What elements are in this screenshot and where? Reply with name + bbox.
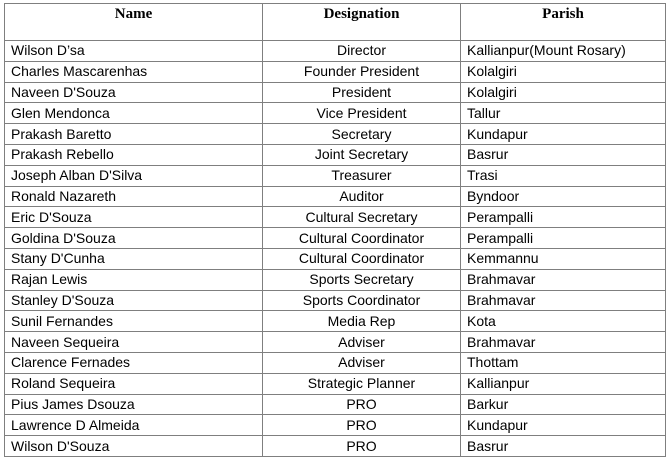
- table-row: [5, 103, 666, 124]
- member-designation-cell: President: [263, 82, 461, 103]
- member-designation-cell: Director: [263, 41, 461, 62]
- table-row: [5, 228, 666, 249]
- member-name-cell: Wilson D’sa: [5, 41, 263, 62]
- table-row: [5, 61, 666, 82]
- member-name-cell: Wilson D'Souza: [5, 436, 263, 457]
- table-row: [5, 124, 666, 145]
- member-designation-cell: Media Rep: [263, 311, 461, 332]
- member-parish-cell: Kallianpur(Mount Rosary): [461, 41, 666, 62]
- member-name-cell: Roland Sequeira: [5, 373, 263, 394]
- table-row: [5, 144, 666, 165]
- member-designation-cell: Secretary: [263, 124, 461, 145]
- member-designation-cell: Cultural Secretary: [263, 207, 461, 228]
- member-name-cell: Glen Mendonca: [5, 103, 263, 124]
- member-parish-cell: Basrur: [461, 144, 666, 165]
- member-designation-cell: Strategic Planner: [263, 373, 461, 394]
- member-parish-cell: Perampalli: [461, 207, 666, 228]
- member-parish-cell: Tallur: [461, 103, 666, 124]
- member-parish-cell: Kolalgiri: [461, 61, 666, 82]
- table-row: [5, 82, 666, 103]
- member-parish-cell: Byndoor: [461, 186, 666, 207]
- member-name-cell: Prakash Rebello: [5, 144, 263, 165]
- table-row: [5, 373, 666, 394]
- table-body: [5, 41, 666, 457]
- member-parish-cell: Kundapur: [461, 124, 666, 145]
- member-designation-cell: Adviser: [263, 352, 461, 373]
- member-designation-cell: Sports Secretary: [263, 269, 461, 290]
- member-parish-cell: Kota: [461, 311, 666, 332]
- member-name-cell: Sunil Fernandes: [5, 311, 263, 332]
- table-row: [5, 436, 666, 457]
- member-parish-cell: Kundapur: [461, 415, 666, 436]
- member-name-cell: Stany D'Cunha: [5, 248, 263, 269]
- table-header: [5, 4, 666, 41]
- table-row: [5, 207, 666, 228]
- member-parish-cell: Brahmavar: [461, 290, 666, 311]
- table-row: [5, 269, 666, 290]
- table-row: [5, 415, 666, 436]
- member-parish-cell: Thottam: [461, 352, 666, 373]
- member-designation-cell: Joint Secretary: [263, 144, 461, 165]
- member-name-cell: Rajan Lewis: [5, 269, 263, 290]
- member-parish-cell: Basrur: [461, 436, 666, 457]
- table-row: [5, 394, 666, 415]
- member-name-cell: Goldina D'Souza: [5, 228, 263, 249]
- member-designation-cell: PRO: [263, 436, 461, 457]
- member-designation-cell: Cultural Coordinator: [263, 228, 461, 249]
- table-row: [5, 248, 666, 269]
- table-row: [5, 332, 666, 353]
- member-designation-cell: Sports Coordinator: [263, 290, 461, 311]
- table-row: [5, 165, 666, 186]
- member-parish-cell: Kallianpur: [461, 373, 666, 394]
- table-row: [5, 186, 666, 207]
- designation-column-header: Designation: [263, 4, 461, 41]
- member-designation-cell: Auditor: [263, 186, 461, 207]
- member-name-cell: Ronald Nazareth: [5, 186, 263, 207]
- member-designation-cell: Cultural Coordinator: [263, 248, 461, 269]
- parish-column-header: Parish: [461, 4, 666, 41]
- member-parish-cell: Perampalli: [461, 228, 666, 249]
- member-name-cell: Prakash Baretto: [5, 124, 263, 145]
- member-designation-cell: PRO: [263, 415, 461, 436]
- member-name-cell: Naveen Sequeira: [5, 332, 263, 353]
- member-name-cell: Eric D'Souza: [5, 207, 263, 228]
- table-row: [5, 290, 666, 311]
- member-designation-cell: PRO: [263, 394, 461, 415]
- header-row: [5, 4, 666, 41]
- table-row: [5, 311, 666, 332]
- member-parish-cell: Kolalgiri: [461, 82, 666, 103]
- member-name-cell: Stanley D'Souza: [5, 290, 263, 311]
- table-row: [5, 352, 666, 373]
- member-name-cell: Joseph Alban D'Silva: [5, 165, 263, 186]
- member-designation-cell: Founder President: [263, 61, 461, 82]
- name-column-header: Name: [5, 4, 263, 41]
- member-parish-cell: Kemmannu: [461, 248, 666, 269]
- members-table: [4, 3, 666, 457]
- member-parish-cell: Brahmavar: [461, 332, 666, 353]
- member-designation-cell: Vice President: [263, 103, 461, 124]
- table-row: [5, 41, 666, 62]
- member-parish-cell: Trasi: [461, 165, 666, 186]
- member-designation-cell: Adviser: [263, 332, 461, 353]
- member-parish-cell: Brahmavar: [461, 269, 666, 290]
- member-parish-cell: Barkur: [461, 394, 666, 415]
- member-name-cell: Naveen D'Souza: [5, 82, 263, 103]
- member-name-cell: Clarence Fernades: [5, 352, 263, 373]
- member-designation-cell: Treasurer: [263, 165, 461, 186]
- member-name-cell: Charles Mascarenhas: [5, 61, 263, 82]
- member-name-cell: Lawrence D Almeida: [5, 415, 263, 436]
- member-name-cell: Pius James Dsouza: [5, 394, 263, 415]
